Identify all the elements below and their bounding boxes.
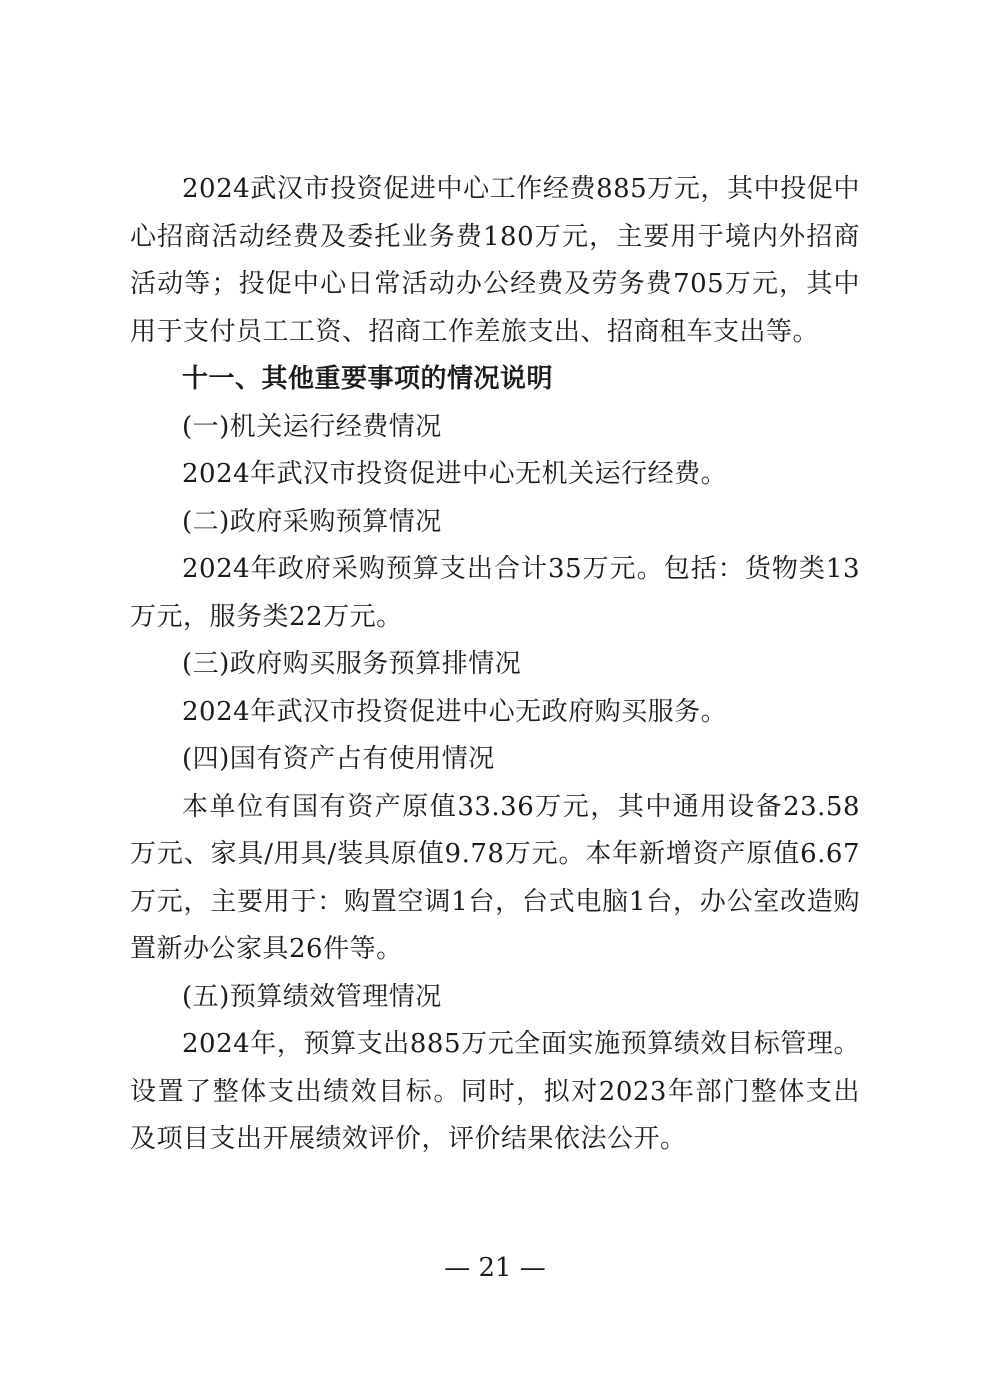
page-number: — 21 — [444,1253,546,1283]
subsection-body-1: 2024年武汉市投资促进中心无机关运行经费。 [182,459,728,489]
subsection-body-4: 本单位有国有资产原值33.36万元，其中通用设备23.58万元、家具/用具/装具原值9.78万元。本年新增资产原值6.67万元，主要用于：购置空调1台，台式电脑1台，办公室改造购置新办公家具26件等。 [130,791,860,964]
subsection-title-5: (五)预算绩效管理情况 [182,981,442,1012]
document-body [130,166,860,1164]
subsection-body-2: 2024年政府采购预算支出合计35万元。包括：货物类13万元，服务类22万元。 [130,554,860,632]
subsection-body-5: 2024年，预算支出885万元全面实施预算绩效目标管理。设置了整体支出绩效目标。同时，拟对2023年部门整体支出及项目支出开展绩效评价，评价结果依法公开。 [130,1029,860,1154]
subsection-title-4: (四)国有资产占有使用情况 [182,744,495,774]
subsection-title-1: (一)机关运行经费情况 [182,411,442,442]
subsection-body-3: 2024年武汉市投资促进中心无政府购买服务。 [182,696,728,727]
subsection-title-2: (二)政府采购预算情况 [182,506,442,537]
paragraph-work-funds: 2024武汉市投资促进中心工作经费885万元，其中投促中心招商活动经费及委托业务费180万元，主要用于境内外招商活动等；投促中心日常活动办公经费及劳务费705万元，其中用于支付员工工资、招商工作差旅支出、招商租车支出等。 [130,174,860,347]
section-heading: 十一、其他重要事项的情况说明 [182,364,554,394]
subsection-title-3: (三)政府购买服务预算排情况 [182,649,522,679]
